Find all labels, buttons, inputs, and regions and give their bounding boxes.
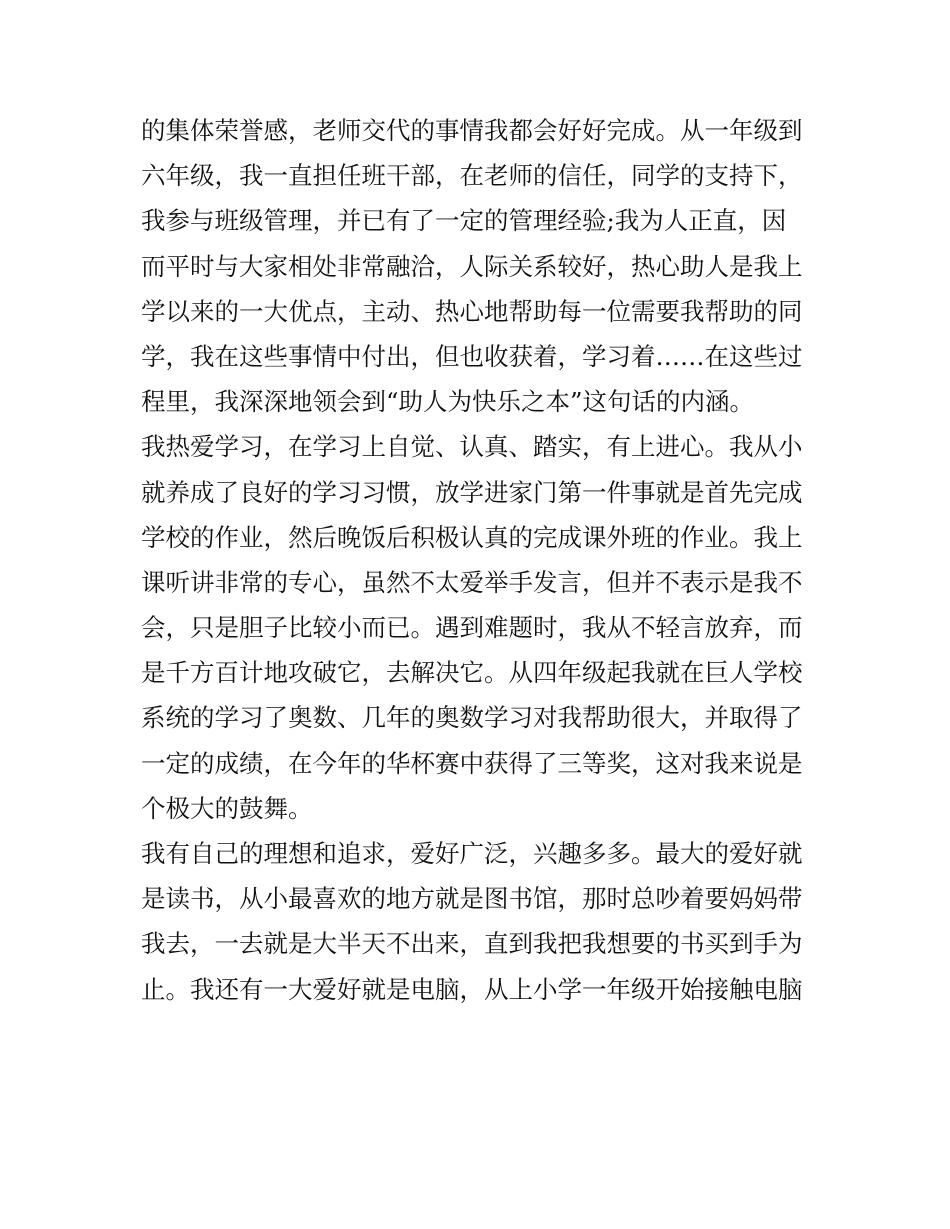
text-line: 六年级，我一直担任班干部，在老师的信任，同学的支持下， [141,161,803,191]
text-line: 是读书，从小最喜欢的地方就是图书馆，那时总吵着要妈妈带 [141,884,803,914]
text-line: 程里，我深深地领会到“助人为快乐之本”这句话的内涵。 [141,387,755,417]
text-line: 我有自己的理想和追求，爱好广泛，兴趣多多。最大的爱好就 [141,839,803,868]
document-body [141,108,821,1012]
text-line: 的集体荣誉感，老师交代的事情我都会好好完成。从一年级到 [141,116,803,145]
text-line: 就养成了良好的学习习惯，放学进家门第一件事就是首先完成 [141,477,803,507]
text-line: 我去，一去就是大半天不出来，直到我把我想要的书买到手为 [141,929,803,959]
text-line: 我热爱学习，在学习上自觉、认真、踏实，有上进心。我从小 [141,432,803,462]
text-line: 而平时与大家相处非常融洽，人际关系较好，热心助人是我上 [141,251,803,281]
text-line: 学，我在这些事情中付出，但也收获着，学习着……在这些过 [141,341,803,371]
text-line: 是千方百计地攻破它，去解决它。从四年级起我就在巨人学校 [141,658,803,688]
text-line: 我参与班级管理，并已有了一定的管理经验;我为人正直，因 [141,206,787,236]
text-line: 课听讲非常的专心，虽然不太爱举手发言，但并不表示是我不 [141,567,803,597]
text-line: 学校的作业，然后晚饭后积极认真的完成课外班的作业。我上 [141,522,803,552]
text-line: 学以来的一大优点，主动、热心地帮助每一位需要我帮助的同 [141,296,803,326]
text-line: 个极大的鼓舞。 [141,793,313,823]
text-line: 止。我还有一大爱好就是电脑，从上小学一年级开始接触电脑 [141,974,803,1004]
text-line: 会，只是胆子比较小而已。遇到难题时，我从不轻言放弃，而 [141,613,803,643]
text-line: 一定的成绩，在今年的华杯赛中获得了三等奖，这对我来说是 [141,748,803,778]
text-line: 系统的学习了奥数、几年的奥数学习对我帮助很大，并取得了 [141,703,803,733]
